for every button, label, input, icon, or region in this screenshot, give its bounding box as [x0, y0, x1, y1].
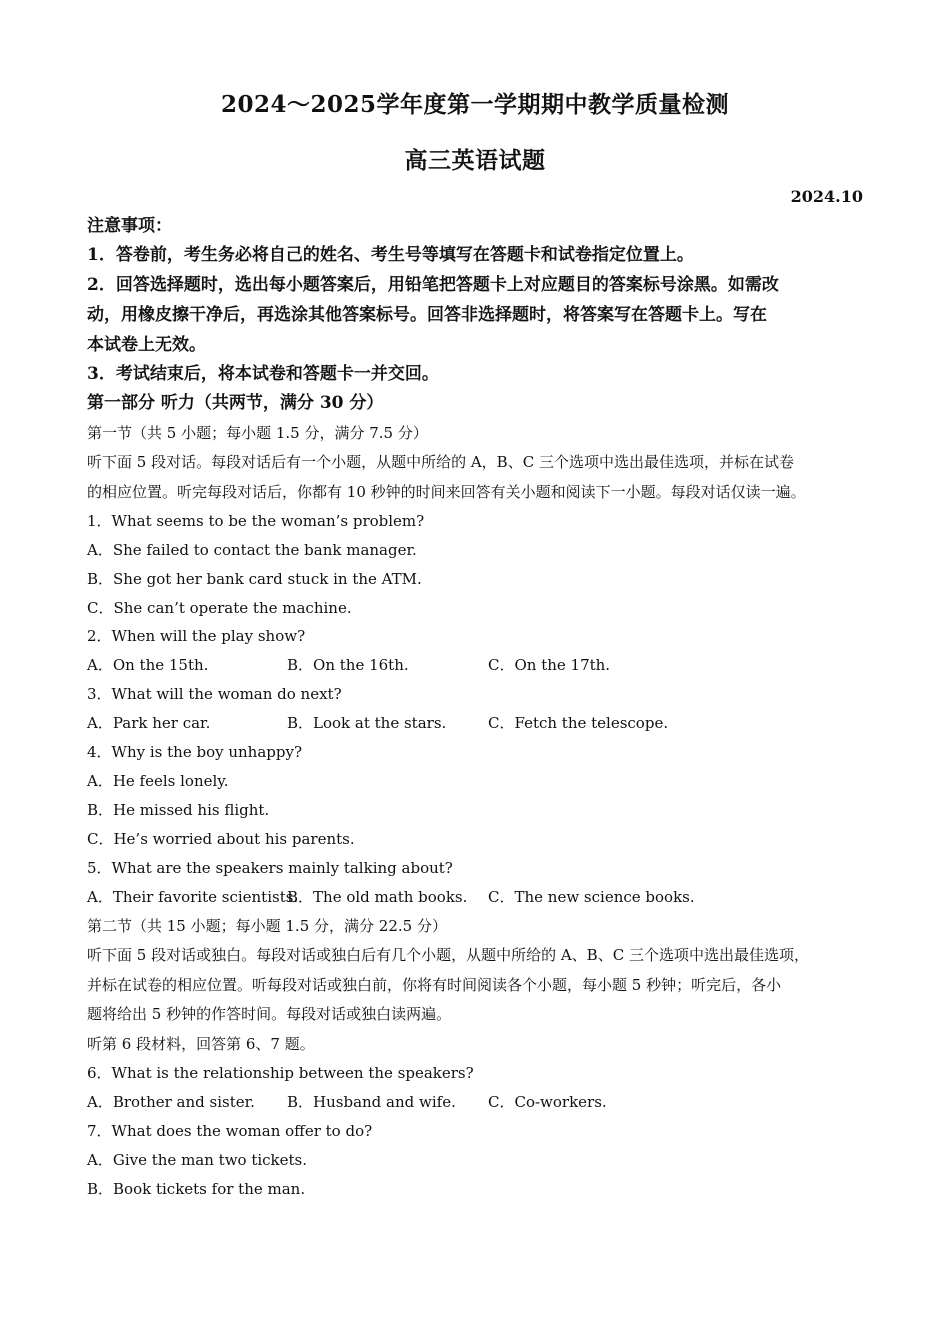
- question-6-option-b: B．Husband and wife.: [287, 1093, 456, 1111]
- question-1-option-a: A．She failed to contact the bank manager.: [87, 541, 417, 559]
- question-6-option-a: A．Brother and sister.: [87, 1093, 255, 1111]
- note-item-2-line-3: 本试卷上无效。: [87, 335, 206, 355]
- section1-heading: 第一节（共 5 小题；每小题 1.5 分，满分 7.5 分）: [87, 424, 428, 442]
- question-3-option-a: A．Park her car.: [87, 714, 211, 732]
- question-3-option-b: B．Look at the stars.: [287, 714, 447, 732]
- notes-heading: 注意事项：: [87, 216, 172, 236]
- question-1-option-b: B．She got her bank card stuck in the ATM.: [87, 570, 422, 588]
- exam-subtitle: 高三英语试题: [404, 147, 546, 174]
- question-4-option-c: C．He’s worried about his parents.: [87, 830, 355, 848]
- question-2-option-a: A．On the 15th.: [87, 656, 209, 674]
- question-7-option-b: B．Book tickets for the man.: [87, 1180, 306, 1198]
- section2-instructions-line-2: 并标在试卷的相应位置。听每段对话或独白前，你将有时间阅读各个小题，每小题 5 秒钟；听完后，各小: [87, 976, 782, 994]
- note-item-2-line-2: 动，用橡皮擦干净后，再选涂其他答案标号。回答非选择题时，将答案写在答题卡上。写在: [87, 305, 767, 325]
- section2-instructions-line-3: 题将给出 5 秒钟的作答时间。每段对话或独白读两遍。: [87, 1005, 452, 1023]
- question-5-option-b: B．The old math books.: [287, 888, 468, 906]
- question-3-option-c: C．Fetch the telescope.: [488, 714, 669, 732]
- question-6-stem: 6．What is the relationship between the speakers?: [87, 1064, 474, 1082]
- question-1-option-c: C．She can’t operate the machine.: [87, 599, 352, 617]
- question-4-stem: 4．Why is the boy unhappy?: [87, 743, 302, 761]
- question-2-stem: 2．When will the play show?: [87, 627, 306, 645]
- question-6-option-c: C．Co-workers.: [488, 1093, 607, 1111]
- part1-heading: 第一部分 听力（共两节，满分 30 分）: [87, 393, 384, 413]
- question-5-option-a: A．Their favorite scientists.: [87, 888, 299, 906]
- question-7-option-a: A．Give the man two tickets.: [87, 1151, 308, 1169]
- question-1-stem: 1．What seems to be the woman’s problem?: [87, 512, 425, 530]
- question-2-option-b: B．On the 16th.: [287, 656, 409, 674]
- section1-instructions-line-2: 的相应位置。听完每段对话后，你都有 10 秒钟的时间来回答有关小题和阅读下一小题。每段对话仅读一遍。: [87, 483, 806, 501]
- question-7-stem: 7．What does the woman offer to do?: [87, 1122, 373, 1140]
- question-4-option-a: A．He feels lonely.: [87, 772, 229, 790]
- material-6-instruction: 听第 6 段材料，回答第 6、7 题。: [87, 1035, 315, 1053]
- note-item-2-line-1: 2．回答选择题时，选出每小题答案后，用铅笔把答题卡上对应题目的答案标号涂黑。如需改: [87, 275, 779, 295]
- section2-instructions-line-1: 听下面 5 段对话或独白。每段对话或独白后有几个小题，从题中所给的 A、B、C 三个选项中选出最佳选项，: [87, 946, 809, 964]
- question-2-option-c: C．On the 17th.: [488, 656, 611, 674]
- section1-instructions-line-1: 听下面 5 段对话。每段对话后有一个小题，从题中所给的 A，B、C 三个选项中选出最佳选项，并标在试卷: [87, 453, 794, 471]
- exam-title: 2024～2025学年度第一学期期中教学质量检测: [220, 91, 730, 118]
- note-item-1: 1．答卷前，考生务必将自己的姓名、考生号等填写在答题卡和试卷指定位置上。: [87, 245, 694, 265]
- section2-heading: 第二节（共 15 小题；每小题 1.5 分，满分 22.5 分）: [87, 917, 447, 935]
- question-5-option-c: C．The new science books.: [488, 888, 695, 906]
- question-3-stem: 3．What will the woman do next?: [87, 685, 342, 703]
- exam-date: 2024.10: [790, 187, 863, 206]
- question-4-option-b: B．He missed his flight.: [87, 801, 270, 819]
- note-item-3: 3．考试结束后，将本试卷和答题卡一并交回。: [87, 364, 439, 384]
- question-5-stem: 5．What are the speakers mainly talking about?: [87, 859, 453, 877]
